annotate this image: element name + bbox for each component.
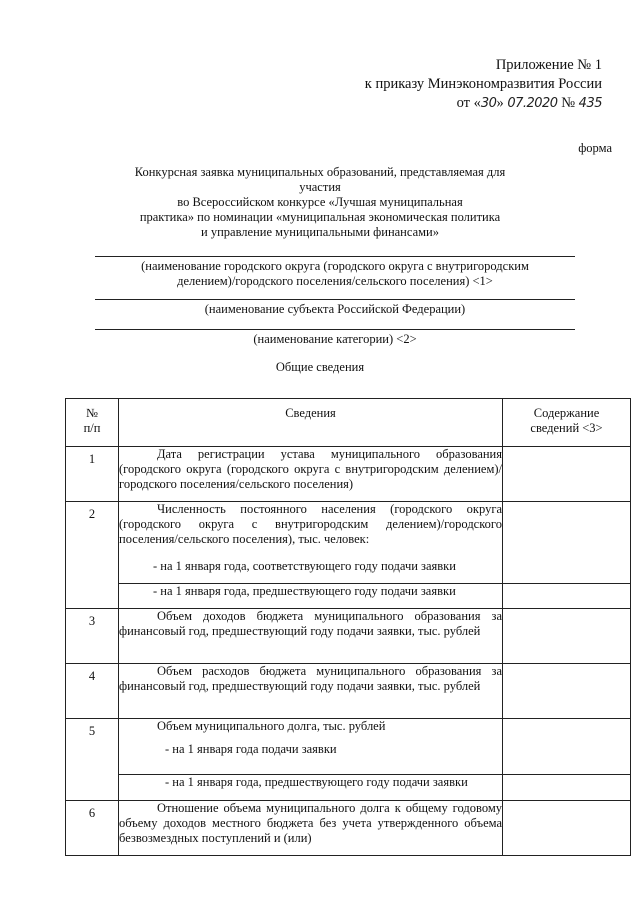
handwritten-order-number: 435 bbox=[578, 96, 602, 111]
row-number: 1 bbox=[66, 447, 119, 502]
row-info bbox=[119, 664, 503, 719]
table-row bbox=[66, 801, 631, 856]
row-subitem: - на 1 января года, предшествующего году подачи заявки bbox=[153, 584, 456, 598]
section-title: Общие сведения bbox=[275, 360, 365, 374]
header-content-line-2: сведений <3> bbox=[530, 421, 603, 435]
appendix-header bbox=[302, 56, 602, 113]
caption-municipality-line-1: (наименование городского округа (городского округа с внутригородским bbox=[141, 259, 529, 273]
caption-municipality-line-2: делением)/городского поселения/сельского поселения) <1> bbox=[177, 274, 493, 288]
table-row bbox=[66, 719, 631, 775]
row-content-cell[interactable] bbox=[503, 801, 631, 856]
row-content-cell[interactable] bbox=[503, 664, 631, 719]
general-info-table bbox=[65, 398, 631, 856]
row-content-cell[interactable] bbox=[503, 719, 631, 775]
blank-line-subject[interactable] bbox=[95, 299, 575, 300]
date-prefix: от « bbox=[456, 95, 481, 111]
row-info bbox=[119, 775, 503, 801]
row-info-text: Объем муниципального долга, тыс. рублей bbox=[157, 719, 386, 733]
row-content-cell[interactable] bbox=[503, 502, 631, 584]
caption-subject: (наименование субъекта Российской Федерации) bbox=[204, 302, 466, 316]
header-num-line-1: № bbox=[86, 406, 98, 420]
date-mid: » bbox=[496, 95, 504, 111]
row-info bbox=[119, 584, 503, 609]
row-info-text: Объем доходов бюджета муниципального образования за финансовый год, предшествующий году подачи заявки, тыс. рублей bbox=[119, 609, 502, 638]
row-content-cell[interactable] bbox=[503, 584, 631, 609]
row-content-cell[interactable] bbox=[503, 447, 631, 502]
title-line-1: Конкурсная заявка муниципальных образований, представляемая для участия bbox=[134, 165, 506, 194]
header-info: Сведения bbox=[119, 399, 503, 447]
document-title bbox=[130, 165, 510, 240]
table-row bbox=[66, 664, 631, 719]
row-info bbox=[119, 609, 503, 664]
row-info-text: Численность постоянного населения (городского округа (городского округа с внутригородским делением)/городского поселения/сельского поселения), тыс. человек: bbox=[119, 502, 502, 546]
row-content-cell[interactable] bbox=[503, 775, 631, 801]
form-label: форма bbox=[578, 141, 612, 155]
row-info-text: Объем расходов бюджета муниципального образования за финансовый год, предшествующий году подачи заявки, тыс. рублей bbox=[119, 664, 502, 693]
table-row bbox=[66, 502, 631, 584]
handwritten-month-year: 07.2020 bbox=[507, 96, 558, 111]
header-num-line-2: п/п bbox=[83, 421, 101, 435]
table-row bbox=[66, 609, 631, 664]
row-subitem: - на 1 января года подачи заявки bbox=[165, 742, 337, 756]
row-number: 3 bbox=[66, 609, 119, 664]
header-content bbox=[503, 399, 631, 447]
row-info bbox=[119, 447, 503, 502]
title-line-2: во Всероссийском конкурсе «Лучшая муниципальная bbox=[177, 195, 463, 209]
appendix-date-line bbox=[302, 94, 602, 113]
header-content-line-1: Содержание bbox=[533, 406, 600, 420]
row-number: 4 bbox=[66, 664, 119, 719]
row-number: 5 bbox=[66, 719, 119, 801]
blank-line-municipality[interactable] bbox=[95, 256, 575, 257]
appendix-title: Приложение № 1 bbox=[495, 57, 602, 73]
table-row bbox=[66, 584, 631, 609]
caption-category: (наименование категории) <2> bbox=[253, 332, 417, 346]
row-info bbox=[119, 502, 503, 584]
table-row bbox=[66, 775, 631, 801]
row-number: 2 bbox=[66, 502, 119, 609]
row-subitem: - на 1 января года, предшествующего году подачи заявки bbox=[165, 775, 468, 789]
caption-municipality bbox=[95, 259, 575, 289]
row-info bbox=[119, 719, 503, 775]
row-info bbox=[119, 801, 503, 856]
appendix-order: к приказу Минэкономразвития России bbox=[364, 76, 602, 92]
handwritten-day: 30 bbox=[480, 96, 497, 111]
row-subitem: - на 1 января года, соответствующего году подачи заявки bbox=[153, 559, 456, 573]
title-line-4: и управление муниципальными финансами» bbox=[201, 225, 439, 239]
header-num bbox=[66, 399, 119, 447]
title-line-3: практика» по номинации «муниципальная экономическая политика bbox=[139, 210, 501, 224]
table-header-row bbox=[66, 399, 631, 447]
blank-line-category[interactable] bbox=[95, 329, 575, 330]
row-info-text: Дата регистрации устава муниципального образования (городского округа (городского округа с внутригородским делением)/городского поселения/сельского поселения) bbox=[119, 447, 502, 491]
number-sign: № bbox=[561, 95, 576, 111]
row-content-cell[interactable] bbox=[503, 609, 631, 664]
table-row bbox=[66, 447, 631, 502]
row-info-text: Отношение объема муниципального долга к общему годовому объему доходов местного бюджета без учета утвержденного объема безвозмездных поступлений и (или) bbox=[119, 801, 502, 845]
row-number: 6 bbox=[66, 801, 119, 856]
